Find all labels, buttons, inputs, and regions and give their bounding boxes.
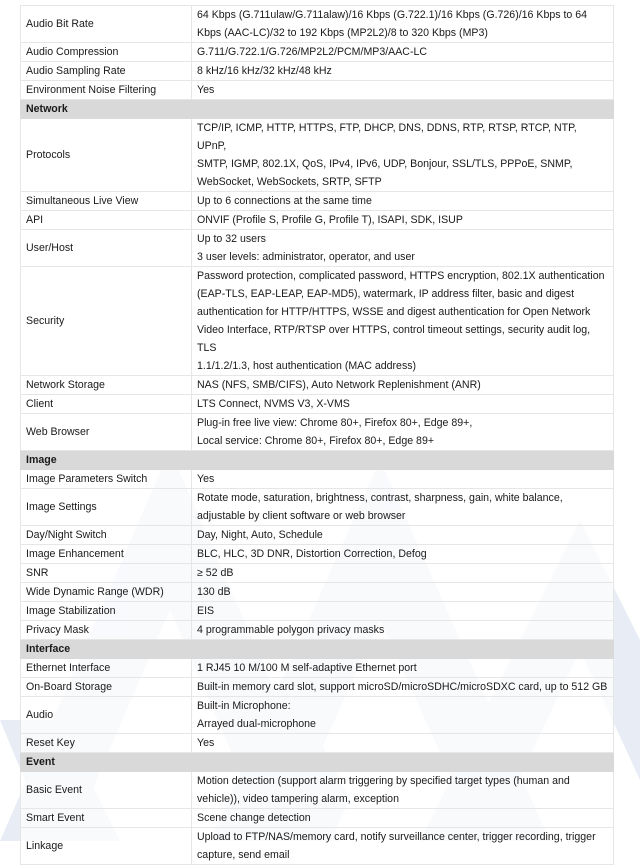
spec-value-line: Kbps (AAC-LC)/32 to 192 Kbps (MP2L2)/8 to 320 Kbps (MP3): [197, 27, 488, 39]
spec-row: [21, 119, 614, 192]
spec-row: [21, 414, 614, 451]
spec-row: [21, 6, 614, 43]
spec-value-line: vehicle)), video tampering alarm, exception: [197, 793, 399, 805]
spec-row: [21, 564, 614, 583]
spec-label: Smart Event: [21, 809, 192, 828]
spec-label: Image Parameters Switch: [21, 470, 192, 489]
spec-value-line: Yes: [197, 473, 215, 485]
spec-row: [21, 583, 614, 602]
spec-value-line: Rotate mode, saturation, brightness, contrast, sharpness, gain, white balance,: [197, 492, 563, 504]
spec-label: On-Board Storage: [21, 678, 192, 697]
spec-value: [192, 62, 614, 81]
spec-value: [192, 192, 614, 211]
spec-value-line: Password protection, complicated password, HTTPS encryption, 802.1X authentication: [197, 270, 605, 282]
spec-value: [192, 43, 614, 62]
spec-label: Basic Event: [21, 772, 192, 809]
spec-value: [192, 81, 614, 100]
spec-value-line: 1.1/1.2/1.3, host authentication (MAC address): [197, 360, 417, 372]
spec-value-line: Scene change detection: [197, 812, 311, 824]
spec-value-line: Local service: Chrome 80+, Firefox 80+, Edge 89+: [197, 435, 435, 447]
spec-label: Network Storage: [21, 376, 192, 395]
spec-value-line: Yes: [197, 84, 215, 96]
spec-value: [192, 772, 614, 809]
spec-value: [192, 678, 614, 697]
spec-value-line: (EAP-TLS, EAP-LEAP, EAP-MD5), watermark, IP address filter, basic and digest: [197, 288, 575, 300]
spec-value-line: EIS: [197, 605, 215, 617]
spec-value: [192, 809, 614, 828]
spec-value: [192, 267, 614, 376]
spec-label: Audio Bit Rate: [21, 6, 192, 43]
spec-value-line: 3 user levels: administrator, operator, and user: [197, 251, 415, 263]
spec-value-line: ≥ 52 dB: [197, 567, 234, 579]
spec-row: [21, 192, 614, 211]
spec-row: [21, 678, 614, 697]
section-title: Network: [21, 100, 614, 119]
spec-value: [192, 376, 614, 395]
spec-row: [21, 376, 614, 395]
spec-value-line: ONVIF (Profile S, Profile G, Profile T), ISAPI, SDK, ISUP: [197, 214, 463, 226]
section-header-row: [21, 640, 614, 659]
spec-value: [192, 395, 614, 414]
spec-label: User/Host: [21, 230, 192, 267]
section-header-row: [21, 100, 614, 119]
spec-label: Day/Night Switch: [21, 526, 192, 545]
spec-value: [192, 545, 614, 564]
section-title: Image: [21, 451, 614, 470]
spec-label: SNR: [21, 564, 192, 583]
spec-value: [192, 564, 614, 583]
spec-row: [21, 43, 614, 62]
spec-value: [192, 697, 614, 734]
spec-value-line: LTS Connect, NVMS V3, X-VMS: [197, 398, 350, 410]
spec-value: [192, 828, 614, 865]
spec-row: [21, 267, 614, 376]
spec-label: API: [21, 211, 192, 230]
spec-label: Audio: [21, 697, 192, 734]
spec-label: Web Browser: [21, 414, 192, 451]
spec-value: [192, 489, 614, 526]
spec-value-line: NAS (NFS, SMB/CIFS), Auto Network Replenishment (ANR): [197, 379, 481, 391]
spec-row: [21, 62, 614, 81]
spec-value: [192, 583, 614, 602]
spec-row: [21, 81, 614, 100]
spec-value: [192, 6, 614, 43]
spec-label: Image Enhancement: [21, 545, 192, 564]
spec-value-line: SMTP, IGMP, 802.1X, QoS, IPv4, IPv6, UDP, Bonjour, SSL/TLS, PPPoE, SNMP,: [197, 158, 573, 170]
spec-value-line: Motion detection (support alarm triggering by specified target types (human and: [197, 775, 570, 787]
spec-value: [192, 119, 614, 192]
spec-label: Audio Compression: [21, 43, 192, 62]
spec-table-body: [21, 6, 614, 865]
spec-value-line: Yes: [197, 737, 215, 749]
spec-value: [192, 414, 614, 451]
spec-value-line: 130 dB: [197, 586, 231, 598]
spec-value: [192, 230, 614, 267]
spec-row: [21, 470, 614, 489]
spec-value-line: Up to 6 connections at the same time: [197, 195, 372, 207]
spec-value-line: capture, send email: [197, 849, 290, 861]
spec-row: [21, 621, 614, 640]
spec-row: [21, 659, 614, 678]
spec-label: Protocols: [21, 119, 192, 192]
spec-value-line: Built-in memory card slot, support microSD/microSDHC/microSDXC card, up to 512 GB: [197, 681, 608, 693]
spec-label: Client: [21, 395, 192, 414]
spec-row: [21, 545, 614, 564]
spec-label: Reset Key: [21, 734, 192, 753]
spec-label: Environment Noise Filtering: [21, 81, 192, 100]
spec-value-line: BLC, HLC, 3D DNR, Distortion Correction, Defog: [197, 548, 427, 560]
spec-value-line: Day, Night, Auto, Schedule: [197, 529, 323, 541]
spec-label: Simultaneous Live View: [21, 192, 192, 211]
spec-value: [192, 602, 614, 621]
spec-value-line: WebSocket, WebSockets, SRTP, SFTP: [197, 176, 382, 188]
spec-label: Linkage: [21, 828, 192, 865]
spec-row: [21, 828, 614, 865]
spec-row: [21, 489, 614, 526]
spec-row: [21, 772, 614, 809]
spec-label: Security: [21, 267, 192, 376]
spec-value: [192, 526, 614, 545]
spec-value-line: 4 programmable polygon privacy masks: [197, 624, 385, 636]
spec-label: Privacy Mask: [21, 621, 192, 640]
spec-value: [192, 470, 614, 489]
spec-value-line: TCP/IP, ICMP, HTTP, HTTPS, FTP, DHCP, DNS, DDNS, RTP, RTSP, RTCP, NTP, UPnP,: [197, 122, 577, 152]
section-title: Event: [21, 753, 614, 772]
spec-row: [21, 697, 614, 734]
spec-value-line: Plug-in free live view: Chrome 80+, Firefox 80+, Edge 89+,: [197, 417, 473, 429]
spec-label: Image Settings: [21, 489, 192, 526]
spec-row: [21, 395, 614, 414]
spec-value-line: Up to 32 users: [197, 233, 266, 245]
section-title: Interface: [21, 640, 614, 659]
spec-value-line: Video Interface, RTP/RTSP over HTTPS, control timeout settings, security audit log, TLS: [197, 324, 591, 354]
spec-value-line: Upload to FTP/NAS/memory card, notify surveillance center, trigger recording, trigger: [197, 831, 596, 843]
spec-table: [20, 5, 614, 865]
spec-value: [192, 734, 614, 753]
section-header-row: [21, 451, 614, 470]
spec-label: Wide Dynamic Range (WDR): [21, 583, 192, 602]
spec-row: [21, 734, 614, 753]
spec-row: [21, 211, 614, 230]
spec-value-line: authentication for HTTP/HTTPS, WSSE and digest authentication for Open Network: [197, 306, 591, 318]
spec-row: [21, 526, 614, 545]
spec-value-line: adjustable by client software or web browser: [197, 510, 406, 522]
spec-value: [192, 621, 614, 640]
spec-label: Ethernet Interface: [21, 659, 192, 678]
spec-row: [21, 230, 614, 267]
spec-value-line: 64 Kbps (G.711ulaw/G.711alaw)/16 Kbps (G.722.1)/16 Kbps (G.726)/16 Kbps to 64: [197, 9, 588, 21]
spec-value-line: 1 RJ45 10 M/100 M self-adaptive Ethernet port: [197, 662, 417, 674]
spec-label: Audio Sampling Rate: [21, 62, 192, 81]
spec-value-line: Built-in Microphone:: [197, 700, 291, 712]
spec-value-line: G.711/G.722.1/G.726/MP2L2/PCM/MP3/AAC-LC: [197, 46, 428, 58]
spec-row: [21, 602, 614, 621]
spec-value-line: Arrayed dual-microphone: [197, 718, 316, 730]
spec-value-line: 8 kHz/16 kHz/32 kHz/48 kHz: [197, 65, 332, 77]
spec-label: Image Stabilization: [21, 602, 192, 621]
section-header-row: [21, 753, 614, 772]
spec-value: [192, 211, 614, 230]
spec-value: [192, 659, 614, 678]
spec-row: [21, 809, 614, 828]
